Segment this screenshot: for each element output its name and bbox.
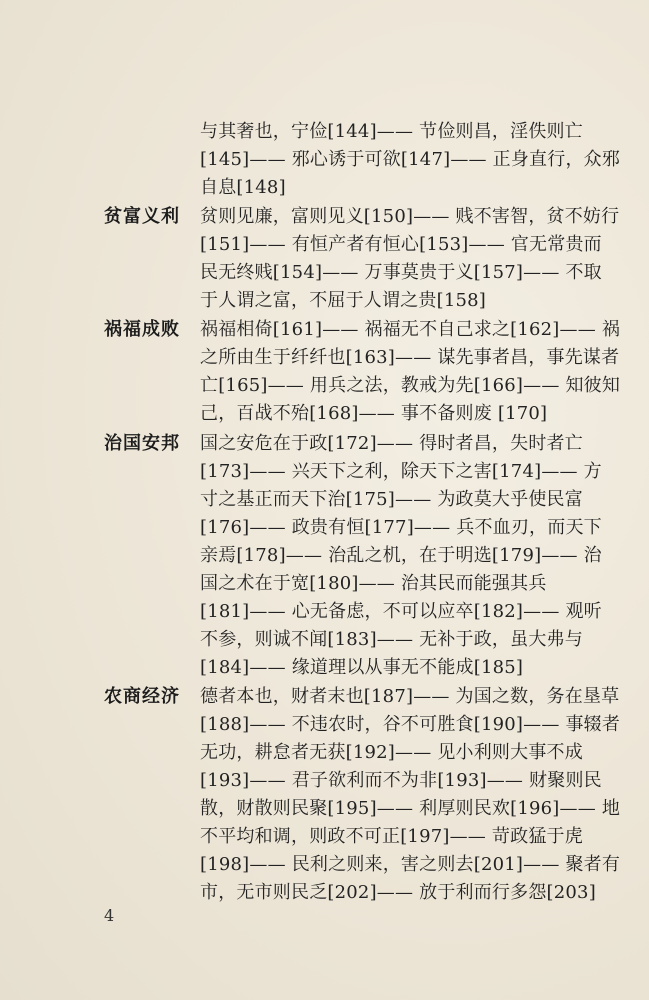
page-number: 4: [104, 906, 115, 925]
text-line: 市，无市则民乏[202]—— 放于利而行多怨[203]: [200, 882, 596, 903]
text-line: 自息[148]: [200, 177, 286, 198]
text-line: 于人谓之富，不屈于人谓之贵[158]: [200, 290, 486, 311]
text-line: 无功，耕怠者无获[192]—— 见小利则大事不成: [200, 742, 583, 763]
text-line: 祸福相倚[161]—— 祸福无不自己求之[162]—— 祸: [200, 319, 621, 340]
text-line: [145]—— 邪心诱于可欲[147]—— 正身直行，众邪: [200, 149, 621, 170]
text-line: 亡[165]—— 用兵之法，教戒为先[166]—— 知彼知: [200, 375, 621, 396]
text-line: 之所由生于纤纤也[163]—— 谋先事者昌，事先谋者: [200, 347, 620, 368]
text-line: 民无终贱[154]—— 万事莫贵于义[157]—— 不取: [200, 262, 602, 283]
text-line: 己，百战不殆[168]—— 事不备则废 [170]: [200, 403, 548, 424]
text-line: [188]—— 不违农时，谷不可胜食[190]—— 事辍者: [200, 714, 621, 735]
section-heading: 祸福成败: [104, 319, 180, 340]
text-line: [173]—— 兴天下之利，除天下之害[174]—— 方: [200, 461, 602, 482]
text-line: [193]—— 君子欲利而不为非[193]—— 财聚则民: [200, 770, 602, 791]
text-line: 与其奢也，宁俭[144]—— 节俭则昌，淫佚则亡: [200, 121, 583, 142]
text-line: [198]—— 民利之则来，害之则去[201]—— 聚者有: [200, 854, 621, 875]
text-line: 国之术在于宽[180]—— 治其民而能强其兵: [200, 573, 547, 594]
text-line: [176]—— 政贵有恒[177]—— 兵不血刃，而天下: [200, 517, 602, 538]
text-line: 散，财散则民聚[195]—— 利厚则民欢[196]—— 地: [200, 798, 621, 819]
text-line: 不平均和调，则政不可正[197]—— 苛政猛于虎: [200, 826, 583, 847]
text-line: 贫则见廉，富则见义[150]—— 贱不害智，贫不妨行: [200, 206, 620, 227]
text-line: [181]—— 心无备虑，不可以应卒[182]—— 观听: [200, 601, 602, 622]
section-heading: 治国安邦: [104, 433, 180, 454]
section-heading: 农商经济: [104, 686, 180, 707]
text-line: 德者本也，财者末也[187]—— 为国之数，务在垦草: [200, 686, 620, 707]
section-heading: 贫富义利: [104, 206, 180, 227]
text-line: 不参，则诚不闻[183]—— 无补于政，虽大弗与: [200, 629, 583, 650]
text-line: [184]—— 缘道理以从事无不能成[185]: [200, 657, 524, 678]
text-line: 寸之基正而天下治[175]—— 为政莫大乎使民富: [200, 489, 583, 510]
text-line: 国之安危在于政[172]—— 得时者昌，失时者亡: [200, 433, 583, 454]
text-line: 亲焉[178]—— 治乱之机，在于明选[179]—— 治: [200, 545, 602, 566]
text-line: [151]—— 有恒产者有恒心[153]—— 官无常贵而: [200, 234, 602, 255]
